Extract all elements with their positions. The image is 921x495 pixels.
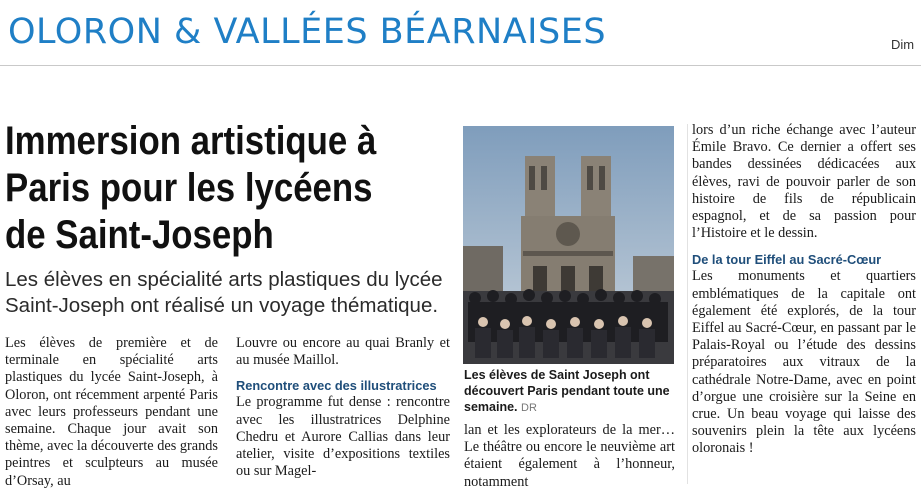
article-column-3: [464, 422, 675, 491]
headline-line: Paris pour les lycéens: [5, 166, 373, 210]
article-headline: [5, 118, 457, 259]
body-paragraph: lors d’un riche échange avec l’auteur Émile Bravo. Ce dernier a offert ses bandes dessinées dédicacées aux élèves, ravi de pouvoir parler de son histoire de fils de républicain espagnol, et de sa passion pour l’Histoire et le dessin.: [692, 122, 916, 242]
date-fragment: Dim: [891, 37, 915, 52]
subheading: Rencontre avec des illustratrices: [236, 378, 437, 394]
body-paragraph: Le programme fut dense : rencontre avec les illustratrices Delphine Chedru et Aurore Callias dans leur atelier, visite d’expositions textiles ou sur Magel-: [236, 394, 450, 480]
headline-line: Immersion artistique à: [5, 119, 377, 163]
article-photo: [463, 126, 674, 364]
notre-dame-group-photo: [463, 126, 674, 364]
photo-credit: DR: [521, 402, 537, 414]
caption-text: Les élèves de Saint Joseph ont découvert Paris pendant toute une semaine.: [464, 368, 670, 414]
subheading: De la tour Eiffel au Sacré-Cœur: [692, 252, 882, 268]
body-paragraph: lan et les explorateurs de la mer… Le théâtre ou encore le neuvième art étaient également à l’honneur, notamment: [464, 422, 675, 490]
article-column-1: [5, 335, 218, 490]
body-paragraph: Les monuments et quartiers emblématiques de la capitale ont également été explorés, de la tour Eiffel au Sacré-Cœur, en passant par le Palais-Royal ou l’étude des dessins préparatoires aux vitraux de la cathédrale Notre-Dame, avec en point d’orgue une croisière sur la Seine en crue. Un beau voyage qui laisse des souvenirs plein la tête aux lycéens oloronais !: [692, 268, 916, 457]
article-column-4: [692, 122, 916, 458]
body-paragraph: Les élèves de première et de terminale en spécialité arts plastiques du lycée Saint-Joseph, à Oloron, ont récemment arpenté Paris avec leurs professeurs pendant une semaine. Chaque jour avait son thème, avec la découverte des grands peintres et sculpteurs au musée d’Orsay, au: [5, 335, 218, 489]
photo-caption: [464, 367, 678, 416]
article-column-2: [236, 335, 450, 480]
section-title: OLORON & VALLÉES BÉARNAISES: [8, 12, 607, 52]
article-standfirst: Les élèves en spécialité arts plastiques du lycée Saint-Joseph ont réalisé un voyage thématique.: [5, 268, 443, 317]
section-header: [0, 0, 921, 66]
body-paragraph: Louvre ou encore au quai Branly et au musée Maillol.: [236, 335, 450, 369]
headline-line: de Saint-Joseph: [5, 213, 274, 257]
column-divider: [687, 124, 688, 484]
header-divider: [0, 65, 921, 66]
